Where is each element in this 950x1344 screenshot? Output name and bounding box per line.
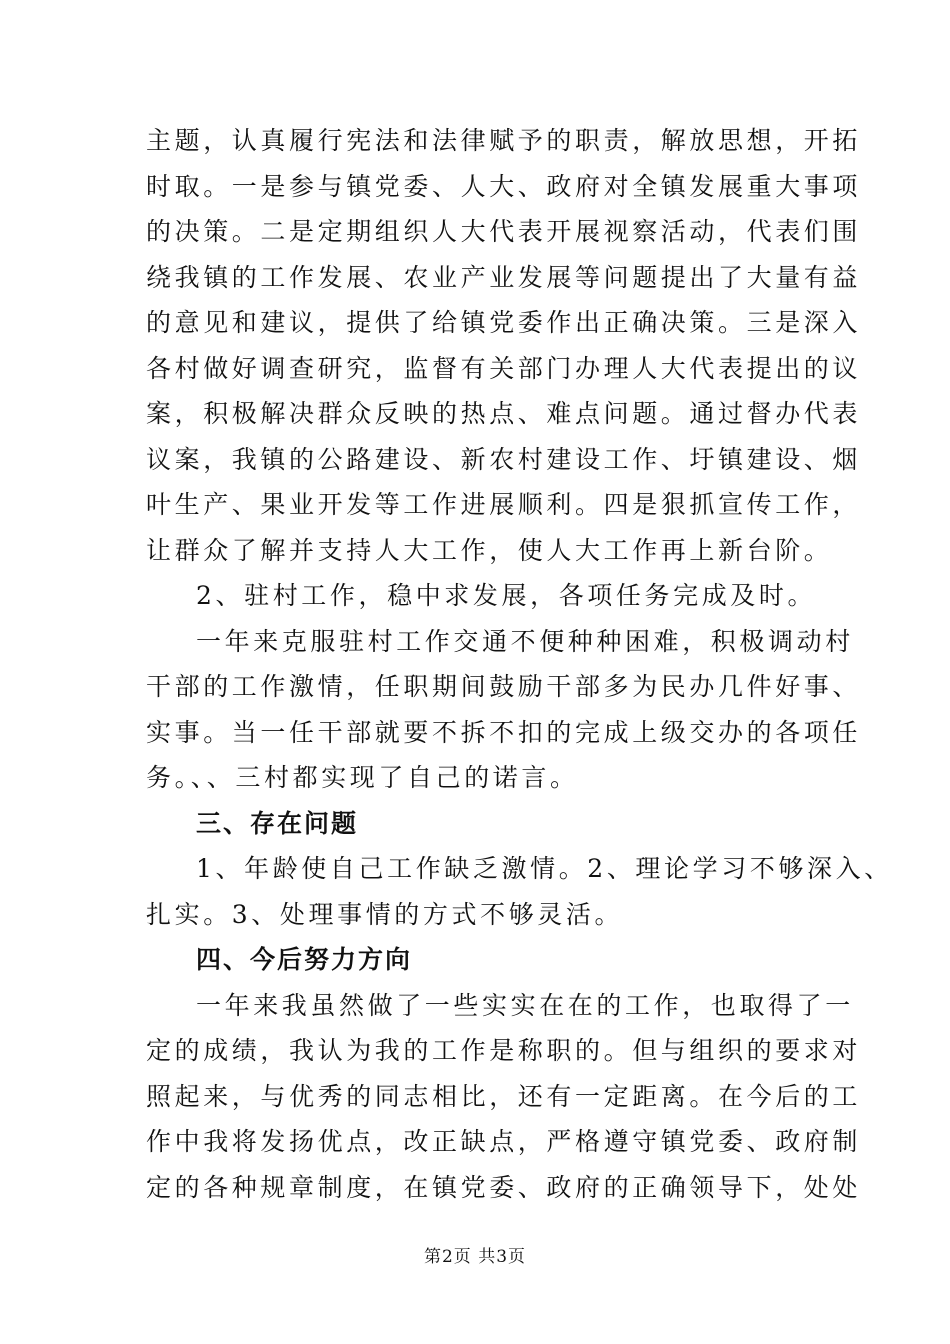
text-line: 定的各种规章制度，在镇党委、政府的正确领导下，处处 bbox=[146, 1172, 862, 1202]
text-line: 照起来，与优秀的同志相比，还有一定距离。在今后的工 bbox=[146, 1081, 862, 1111]
text-line: 的决策。二是定期组织人大代表开展视察活动，代表们围 bbox=[146, 217, 862, 246]
text-line: 务。、、三村都实现了自己的诺言。 bbox=[146, 763, 579, 792]
text-line: 定的成绩，我认为我的工作是称职的。但与组织的要求对 bbox=[146, 1036, 862, 1065]
text-line: 案，积极解决群众反映的热点、难点问题。通过督办代表 bbox=[146, 399, 862, 428]
text-line: 主题，认真履行宪法和法律赋予的职责，解放思想，开拓 bbox=[146, 126, 862, 155]
text-line: 的意见和建议，提供了给镇党委作出正确决策。三是深入 bbox=[146, 308, 862, 337]
paragraph-start: 1、年龄使自己工作缺乏激情。2、理论学习不够深入、 bbox=[196, 854, 893, 883]
text-line: 时取。一是参与镇党委、人大、政府对全镇发展重大事项 bbox=[146, 171, 862, 201]
section-heading: 四、今后努力方向 bbox=[196, 945, 413, 974]
text-line: 各村做好调查研究，监督有关部门办理人大代表提出的议 bbox=[146, 353, 862, 383]
paragraph-start: 一年来克服驻村工作交通不便种种困难，积极调动村 bbox=[196, 626, 854, 656]
text-line: 作中我将发扬优点，改正缺点，严格遵守镇党委、政府制 bbox=[146, 1127, 862, 1156]
text-line: 叶生产、果业开发等工作进展顺利。四是狠抓宣传工作， bbox=[146, 490, 862, 519]
paragraph-start: 一年来我虽然做了一些实实在在的工作，也取得了一 bbox=[196, 990, 854, 1020]
text-line: 实事。当一任干部就要不拆不扣的完成上级交办的各项任 bbox=[146, 717, 862, 747]
page-footer: 第2页 共3页 bbox=[423, 1247, 527, 1267]
text-line: 绕我镇的工作发展、农业产业发展等问题提出了大量有益 bbox=[146, 262, 862, 292]
subsection-title: 2、驻村工作，稳中求发展，各项任务完成及时。 bbox=[196, 581, 817, 610]
text-line: 扎实。3、处理事情的方式不够灵活。 bbox=[146, 899, 624, 929]
text-line: 让群众了解并支持人大工作，使人大工作再上新台阶。 bbox=[146, 535, 833, 565]
section-heading: 三、存在问题 bbox=[196, 808, 359, 838]
text-line: 议案，我镇的公路建设、新农村建设工作、圩镇建设、烟 bbox=[146, 444, 862, 474]
document-body bbox=[146, 118, 893, 1210]
text-line: 干部的工作激情，任职期间鼓励干部多为民办几件好事、 bbox=[146, 672, 862, 701]
